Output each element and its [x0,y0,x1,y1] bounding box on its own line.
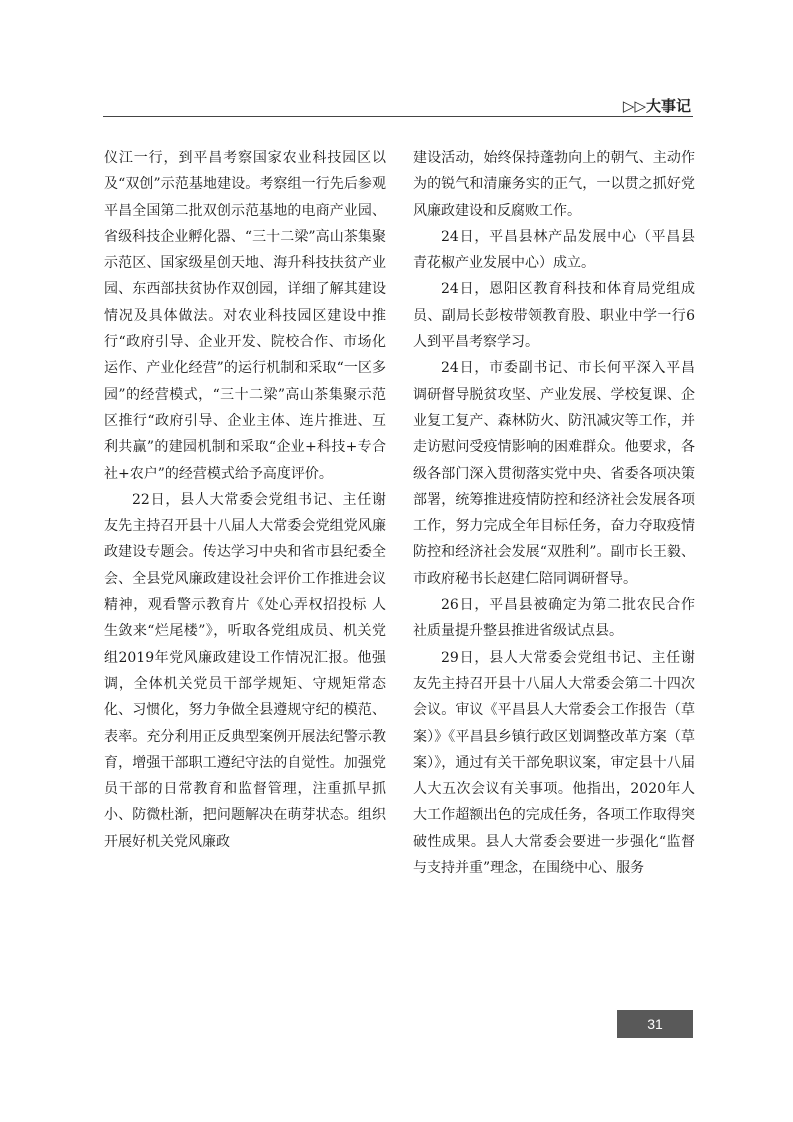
right-column [413,145,695,881]
paragraph: 仪江一行，到平昌考察国家农业科技园区以及“双创”示范基地建设。考察组一行先后参观平昌全国第二批双创示范基地的电商产业园、省级科技企业孵化器、“三十二梁”高山茶集聚示范区、国家级星创天地、海升科技扶贫产业园、东西部扶贫协作双创园，详细了解其建设情况及具体做法。对农业科技园区建设中推行“政府引导、企业开发、院校合作、市场化运作、产业化经营”的运行机制和采取“一区多园”的经营模式，“三十二梁”高山茶集聚示范区推行“政府引导、企业主体、连片推进、互利共赢”的建园机制和采取“企业+科技+专合社+农户”的经营模式给予高度评价。 [104,150,386,482]
section-title: ▷▷大事记 [622,97,691,115]
left-column [104,145,386,855]
page-number-badge [617,1010,693,1038]
header-rule [103,116,693,117]
paragraph: 24日，市委副书记、市长何平深入平昌调研督导脱贫攻坚、产业发展、学校复课、企业复工复产、森林防火、防汛减灾等工作，并走访慰问受疫情影响的困难群众。他要求，各级各部门深入贯彻落实党中央、省委各项决策部署，统筹推进疫情防控和经济社会发展各项工作，努力完成全年目标任务，奋力夺取疫情防控和经济社会发展“双胜利”。副市长王毅、市政府秘书长赵建仁陪同调研督导。 [413,360,695,587]
paragraph: 22日，县人大常委会党组书记、主任谢友先主持召开县十八届人大常委会党组党风廉政建设专题会。传达学习中央和省市县纪委全会、全县党风廉政建设社会评价工作推进会议精神，观看警示教育片《处心弄权招投标 人生敛来“烂尾楼”》，听取各党组成员、机关党组2019年党风廉政建设工作情况汇报。他强调，全体机关党员干部学规矩、守规矩常态化、习惯化，努力争做全县遵规守纪的模范、表率。充分利用正反典型案例开展法纪警示教育，增强干部职工遵纪守法的自觉性。加强党员干部的日常教育和监督管理，注重抓早抓小、防微杜渐，把问题解决在萌芽状态。组织开展好机关党风廉政 [104,491,386,850]
page-number: 31 [647,1016,663,1032]
running-header [103,95,693,117]
paragraph: 24日，平昌县林产品发展中心（平昌县青花椒产业发展中心）成立。 [413,228,695,272]
paragraph: 29日，县人大常委会党组书记、主任谢友先主持召开县十八届人大常委会第二十四次会议。审议《平昌县人大常委会工作报告（草案）》《平昌县乡镇行政区划调整改革方案（草案）》，通过有关干部免职议案，审定县十八届人大五次会议有关事项。他指出，2020年人大工作超额出色的完成任务，各项工作取得突破性成果。县人大常委会要进一步强化“监督与支持并重”理念，在围绕中心、服务 [413,649,695,877]
paragraph: 建设活动，始终保持蓬勃向上的朝气、主动作为的锐气和清廉务实的正气，一以贯之抓好党风廉政建设和反腐败工作。 [413,150,695,219]
paragraph: 24日，恩阳区教育科技和体育局党组成员、副局长彭桉带领教育股、职业中学一行6人到平昌考察学习。 [413,281,695,351]
paragraph: 26日，平昌县被确定为第二批农民合作社质量提升整县推进省级试点县。 [413,597,695,640]
